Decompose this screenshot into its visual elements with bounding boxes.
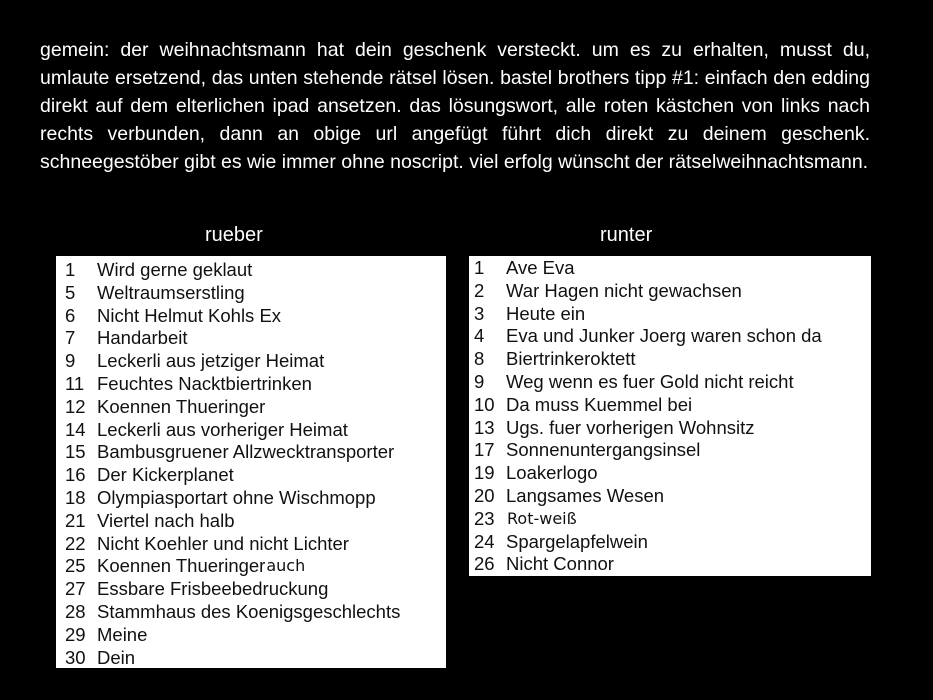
down-clue-row (474, 348, 871, 371)
clue-text: Leckerli aus vorheriger Heimat (97, 418, 348, 440)
down-clue-row (474, 485, 871, 508)
clue-handwritten-note: auch (266, 556, 306, 576)
clue-number: 14 (65, 418, 86, 440)
clue-number: 30 (65, 646, 86, 668)
clue-number: 11 (65, 372, 85, 394)
across-heading: rueber (205, 224, 263, 246)
clue-number: 9 (65, 350, 76, 372)
down-clue-row (474, 417, 871, 440)
clue-number: 29 (65, 623, 86, 645)
clue-text: Weltraumserstling (97, 281, 245, 303)
clue-number: 2 (474, 279, 485, 301)
across-clue-row (65, 396, 446, 419)
clue-text: Ugs. fuer vorherigen Wohnsitz (506, 416, 755, 438)
clue-text: Loakerlogo (506, 462, 598, 484)
across-clue-row (65, 441, 446, 464)
across-clue-row (65, 350, 446, 373)
clue-text: Meine (97, 623, 148, 645)
clue-text: Leckerli aus jetziger Heimat (97, 350, 325, 372)
clue-number: 27 (65, 578, 86, 600)
clue-text: Wird gerne geklaut (97, 259, 253, 280)
clue-number: 22 (65, 532, 86, 554)
clue-number: 28 (65, 600, 86, 622)
clue-number: 5 (65, 281, 76, 303)
across-clue-row (65, 259, 446, 282)
clue-number: 4 (474, 325, 485, 347)
across-clue-list (56, 256, 446, 668)
down-clue-row (474, 439, 871, 462)
clue-number: 6 (65, 304, 76, 326)
clue-text: Viertel nach halb (97, 509, 235, 531)
clue-number: 7 (65, 327, 76, 349)
down-heading: runter (600, 224, 653, 246)
clue-number: 10 (474, 393, 495, 415)
down-clue-list (469, 256, 871, 576)
down-clue-row (474, 462, 871, 485)
clue-number: 9 (474, 370, 485, 392)
down-clue-row (474, 371, 871, 394)
clue-number: 17 (474, 439, 495, 461)
clue-text: Eva und Junker Joerg waren schon da (506, 325, 822, 347)
down-clue-row (474, 508, 871, 531)
across-clue-row (65, 601, 446, 624)
clue-text: Der Kickerplanet (97, 464, 234, 486)
clue-number: 15 (65, 441, 86, 463)
clue-text: Da muss Kuemmel bei (506, 393, 693, 415)
across-clue-row (65, 487, 446, 510)
across-clue-row (65, 510, 446, 533)
clue-text: Olympiasportart ohne Wischmopp (97, 486, 376, 508)
clue-number: 3 (474, 302, 485, 324)
intro-text: gemein: der weihnachtsmann hat dein geschenk versteckt. um es zu erhalten, musst du, umlaute ersetzend, das unten stehende rätsel lösen. bastel brothers tipp #1: einfach den edding direkt auf dem elterlichen ipad ansetzen. das lösungswort, alle roten kästchen von links nach rechts verbunden, dann an obige url angefügt führt dich direkt zu deinem geschenk. schneegestöber gibt es wie immer ohne noscript. viel erfolg wünscht der rätselweihnachtsmann. (40, 39, 870, 173)
across-clue-row (65, 578, 446, 601)
down-clue-row (474, 257, 871, 280)
clue-text: Bambusgruener Allzwecktransporter (97, 441, 395, 463)
clue-text: Nicht Koehler und nicht Lichter (97, 532, 349, 554)
clue-text: Langsames Wesen (506, 484, 665, 506)
down-clue-row (474, 280, 871, 303)
clue-text: Koennen Thueringer (97, 395, 266, 417)
clue-number: 24 (474, 530, 495, 552)
clue-text: Nicht Helmut Kohls Ex (97, 304, 282, 326)
down-clue-row (474, 325, 871, 348)
down-clue-row (474, 303, 871, 326)
down-clue-row (474, 553, 871, 576)
clue-text: Biertrinkeroktett (506, 348, 636, 370)
across-clue-row (65, 282, 446, 305)
across-clue-row (65, 624, 446, 647)
clue-number: 1 (474, 257, 485, 278)
clue-number: 21 (65, 509, 86, 531)
clue-text: Koennen Thueringer (97, 555, 266, 577)
clue-number: 19 (474, 462, 495, 484)
across-clue-row (65, 305, 446, 328)
clue-number: 12 (65, 395, 86, 417)
across-clue-row (65, 533, 446, 556)
clue-number: 13 (474, 416, 495, 438)
clue-text: Sonnenuntergangsinsel (506, 439, 701, 461)
clue-number: 25 (65, 555, 86, 577)
clue-text: Spargelapfelwein (506, 530, 648, 552)
clue-text: Feuchtes Nacktbiertrinken (97, 372, 312, 394)
clue-number: 23 (474, 507, 495, 529)
clue-number: 20 (474, 484, 495, 506)
clue-text: Essbare Frisbeebedruckung (97, 578, 329, 600)
clue-number: 16 (65, 464, 86, 486)
clue-text: Dein (97, 646, 136, 668)
across-clue-row (65, 647, 446, 668)
across-clue-row (65, 419, 446, 442)
across-clue-row (65, 555, 446, 578)
clue-text: Ave Eva (506, 257, 575, 278)
clue-number: 18 (65, 486, 86, 508)
down-clue-row (474, 531, 871, 554)
clue-text: War Hagen nicht gewachsen (506, 279, 742, 301)
clue-text: Nicht Connor (506, 553, 614, 575)
clue-text: Stammhaus des Koenigsgeschlechts (97, 600, 401, 622)
across-clue-row (65, 327, 446, 350)
clue-handwritten-note: Rot-weiß (507, 508, 577, 528)
clue-number: 26 (474, 553, 495, 575)
clue-number: 8 (474, 348, 485, 370)
across-clue-row (65, 373, 446, 396)
clue-text: Handarbeit (97, 327, 188, 349)
clue-number: 1 (65, 259, 76, 280)
clue-text: Weg wenn es fuer Gold nicht reicht (506, 370, 794, 392)
across-clue-row (65, 464, 446, 487)
down-clue-row (474, 394, 871, 417)
clue-text: Heute ein (506, 302, 586, 324)
